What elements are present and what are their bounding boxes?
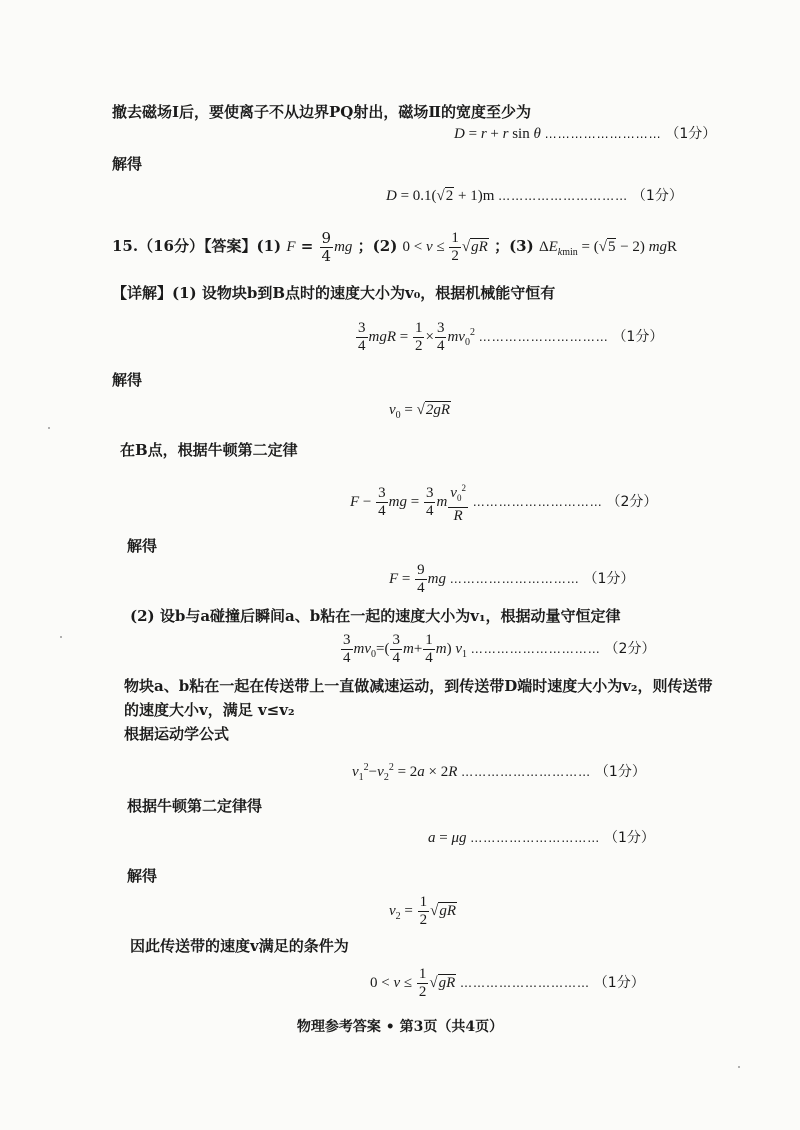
conveyor-line-1: 物块a、b粘在一起在传送带上一直做减速运动，到传送带D端时速度大小为v₂，则传送带 (124, 677, 713, 695)
score-label: （1分） (604, 830, 655, 846)
q15-answer-line: 15.（16分）【答案】(1) F = $\frac{9}{4}$ mg ；(2) 0 < v ≤ $\frac{1}{2}$ √gR ；(3) $\Delta E_{kmin} = (√5 - 2)$ mgR (112, 228, 678, 265)
q15-part2-label: ；(2) (357, 237, 398, 255)
dot-leader: ……………………… (449, 571, 567, 586)
equation-d-result: D = 0.1(√2 + 1)m ………………………… （1分） (386, 188, 683, 204)
dot-leader: ……………………… (460, 975, 578, 990)
jiede-label: 解得 (112, 155, 143, 173)
score-label: （1分） (612, 328, 664, 345)
therefore-line: 因此传送带的速度v满足的条件为 (130, 937, 349, 955)
jiede-label: 解得 (127, 867, 158, 885)
dot-leader: ……………………… (544, 127, 662, 141)
equation-momentum: $\frac{3}{4}$ $mv_0=$( $\frac{3}{4}$ m+ $\frac{1}{4}$ m) $v_1$ ………………………… （2分） (343, 632, 656, 666)
at-b-line: 在B点，根据牛顿第二定律 (120, 441, 298, 459)
equation-kinematics: $v_1^2-v_2^2 = 2a \times 2R$ ………………………… （1分） (352, 762, 646, 783)
q15-header: 15.（16分）【答案】 (112, 237, 257, 255)
score-label: （1分） (583, 570, 635, 587)
dot-leader: ……………………… (470, 641, 588, 656)
detail-line: 【详解】(1) 设物块b到B点时的速度大小为v₀，根据机械能守恒有 (112, 284, 556, 302)
score-label: （1分） (593, 974, 645, 991)
dot-leader: ……………………… (478, 329, 596, 344)
q15-part1-label: (1) (256, 237, 282, 255)
equation-newton-b: F − $\frac{3}{4}$ mg = $\frac{3}{4}$ m $\frac{v_0^2}{R}$ ………………………… （2分） (350, 480, 657, 525)
equation-acceleration: a = μg ………………………… （1分） (428, 830, 655, 846)
scan-speck (60, 636, 62, 638)
dot-leader: ……………………… (498, 189, 616, 203)
equation-v2: $v_2$ = $\frac{1}{2}$ √gR (389, 894, 457, 928)
jiede-label: 解得 (127, 537, 158, 555)
equation-condition: 0 < v ≤ $\frac{1}{2}$ √gR ………………………… （1分） (370, 966, 645, 1000)
scan-speck (48, 427, 50, 429)
score-label: （1分） (631, 188, 683, 204)
equation-d: D = r + r sin θ ……………………… （1分） (454, 126, 717, 142)
newton-line: 根据牛顿第二定律得 (127, 797, 263, 815)
score-label: （1分） (665, 126, 717, 142)
dot-leader: ……………………… (472, 494, 590, 509)
kinematics-line: 根据运动学公式 (124, 725, 230, 743)
scan-speck (738, 1066, 740, 1068)
score-label: （1分） (594, 764, 646, 780)
part2-line: (2) 设b与a碰撞后瞬间a、b粘在一起的速度大小为v₁，根据动量守恒定律 (130, 607, 621, 625)
score-label: （2分） (606, 493, 658, 510)
q15-part3-label: ；(3) (494, 237, 534, 255)
dot-leader: ……………………… (470, 831, 588, 845)
page-footer: 物理参考答案 • 第3页（共4页） (296, 1019, 504, 1035)
dot-leader: ……………………… (461, 765, 579, 779)
equation-v0: $v_0 = √2gR$ (389, 402, 451, 421)
equation-energy: $\frac{3}{4}$ mgR = $\frac{1}{2}$ × $\frac{3}{4}$ $mv_0^2$ ………………………… （1分） (358, 320, 664, 354)
intro-line: 撤去磁场Ⅰ后，要使离子不从边界PQ射出，磁场Ⅱ的宽度至少为 (112, 103, 532, 121)
conveyor-line-2: 的速度大小v，满足 v≤v₂ (124, 701, 295, 719)
jiede-label: 解得 (112, 371, 143, 389)
equation-f: F = $\frac{9}{4}$ mg ………………………… （1分） (389, 562, 635, 596)
score-label: （2分） (604, 640, 656, 657)
